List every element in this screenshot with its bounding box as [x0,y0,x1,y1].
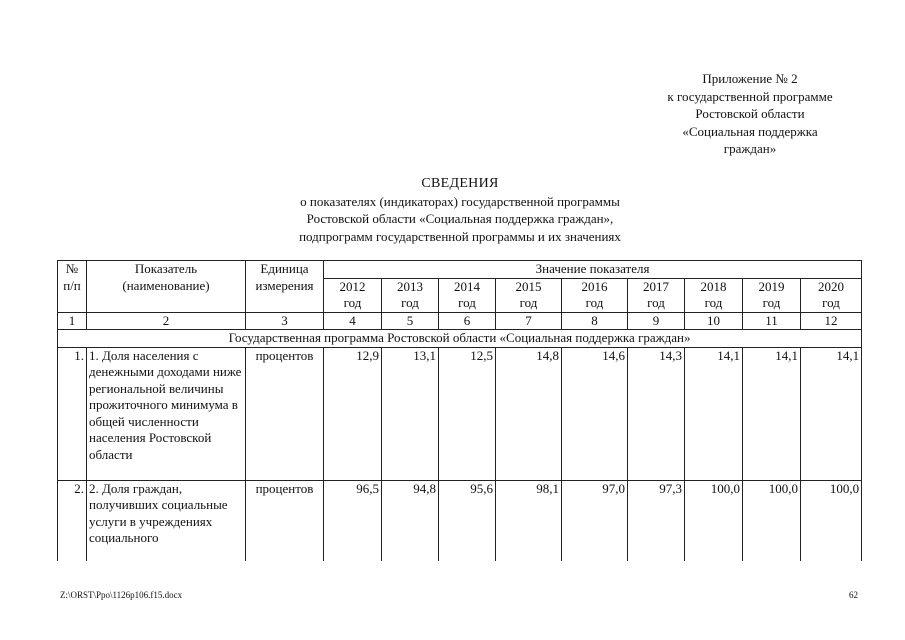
year-label: 2016 [581,278,608,294]
file-path: Z:\ORST\Ppo\1126p106.f15.docx [60,590,183,600]
column-index-row [58,312,862,330]
header-num-line: п/п [63,277,81,293]
column-index: 4 [324,312,382,330]
header-unit [246,261,324,313]
appendix-line: «Социальная поддержка [682,123,818,139]
row-unit: процентов [246,347,324,480]
header-indicator-line: Показатель [134,261,198,276]
row-value: 97,0 [562,480,628,561]
header-year [685,278,743,312]
year-suffix: год [585,295,604,310]
row-value: 95,6 [439,480,496,561]
row-value: 94,8 [382,480,439,561]
header-year [743,278,801,312]
column-index: 5 [382,312,439,330]
year-label: 2015 [515,278,542,294]
appendix-line: к государственной программе [667,88,833,104]
title-line: о показателях (индикаторах) государственной программы [300,193,620,209]
appendix-line: граждан» [723,141,777,156]
header-year [439,278,496,312]
column-index: 12 [801,312,862,330]
row-value: 12,9 [324,347,382,480]
appendix-line: Ростовской области [695,106,805,121]
row-value: 14,1 [685,347,743,480]
year-label: 2018 [700,278,727,294]
title-line: подпрограмм государственной программы и их значениях [299,228,621,244]
title-main: СВЕДЕНИЯ [421,176,499,191]
year-suffix: год [822,295,840,310]
row-value: 100,0 [801,480,862,561]
column-index: 6 [439,312,496,330]
year-label: 2017 [643,278,669,294]
row-value: 97,3 [628,480,685,561]
row-value: 98,1 [496,480,562,561]
row-indicator: 2. Доля граждан, получивших социальные услуги в учреждениях социального [87,480,246,561]
row-unit: процентов [246,480,324,561]
column-index: 2 [87,312,246,330]
header-row [58,261,862,279]
column-index: 10 [685,312,743,330]
indicators-table [57,260,862,561]
row-indicator: 1. Доля населения с денежными доходами ниже региональной величины прожиточного минимума в общей численности населения Ростовской области [87,347,246,480]
year-suffix: год [647,295,665,310]
row-value: 14,8 [496,347,562,480]
page-number: 62 [849,590,858,600]
year-label: 2020 [818,278,845,294]
header-year [496,278,562,312]
row-value: 14,6 [562,347,628,480]
row-value: 96,5 [324,480,382,561]
appendix-note [600,70,900,158]
header-value-group: Значение показателя [324,261,862,279]
header-unit-line: Единица [260,261,309,276]
year-suffix: год [343,295,362,310]
year-suffix: год [458,295,476,310]
row-value: 14,3 [628,347,685,480]
table-row [58,347,862,480]
header-indicator-line: (наименование) [122,277,210,293]
row-value: 100,0 [743,480,801,561]
row-value: 14,1 [801,347,862,480]
header-indicator [87,261,246,313]
year-suffix: год [401,295,419,310]
column-index: 9 [628,312,685,330]
year-suffix: год [704,295,723,310]
year-suffix: год [519,295,538,310]
year-label: 2014 [454,278,480,294]
column-index: 11 [743,312,801,330]
column-index: 3 [246,312,324,330]
header-year [801,278,862,312]
header-unit-line: измерения [255,277,314,293]
row-value: 13,1 [382,347,439,480]
row-number: 1. [58,347,87,480]
year-suffix: год [762,295,781,310]
year-label: 2012 [339,278,366,294]
appendix-line: Приложение № 2 [702,71,798,86]
row-value: 12,5 [439,347,496,480]
section-row [58,330,862,348]
table-row [58,480,862,561]
section-title: Государственная программа Ростовской области «Социальная поддержка граждан» [58,330,862,348]
column-index: 7 [496,312,562,330]
title-line: Ростовской области «Социальная поддержка граждан», [306,211,614,226]
year-label: 2019 [758,278,785,294]
header-year [562,278,628,312]
header-year [628,278,685,312]
document-title [200,175,720,245]
column-index: 8 [562,312,628,330]
header-year [382,278,439,312]
column-index: 1 [58,312,87,330]
row-value: 14,1 [743,347,801,480]
header-year [324,278,382,312]
header-num [58,261,87,313]
row-value: 100,0 [685,480,743,561]
row-number: 2. [58,480,87,561]
year-label: 2013 [397,278,423,294]
header-num-line: № [65,261,79,276]
